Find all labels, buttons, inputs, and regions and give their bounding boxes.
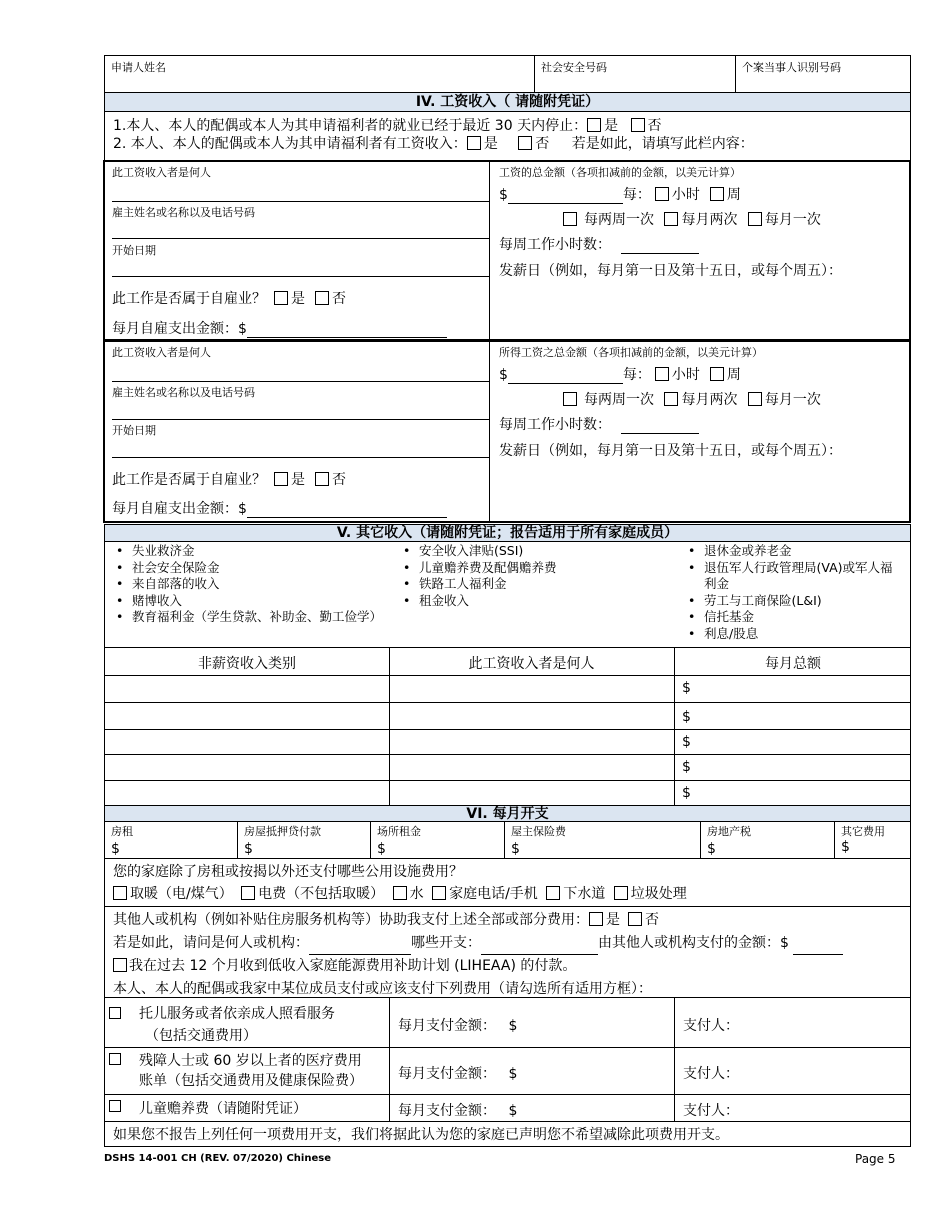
self-expense-1: 每月自雇支出金额：$ bbox=[112, 318, 447, 338]
childcare-amount[interactable]: 每月支付金额： $ bbox=[398, 1018, 518, 1034]
start-date-line-2[interactable] bbox=[112, 457, 489, 458]
pay-following-label: 本人、本人的配偶或我家中某位成员支付或应该支付下列费用（请勾选所有适用方框）： bbox=[113, 981, 652, 997]
income-col-2 bbox=[395, 543, 665, 609]
table-row[interactable]: $ bbox=[105, 702, 910, 729]
gross-label-2: 所得工资之总金额（各项扣减前的金额，以美元计算） bbox=[499, 346, 763, 359]
section-4-questions bbox=[104, 112, 911, 160]
notice-text: 如果您不报告上列任何一项费用开支，我们将据此认为您的家庭已声明您不希望减除此项费用开支。 bbox=[113, 1127, 729, 1143]
block-1-left bbox=[105, 162, 490, 339]
start-date-line-1[interactable] bbox=[112, 276, 489, 277]
liheaa-row: 我在过去 12 个月收到低收入家庭能源费用补助计划 (LIHEAA) 的付款。 bbox=[113, 955, 902, 978]
self-employed-yes-2[interactable] bbox=[274, 472, 288, 486]
page-number: Page 5 bbox=[855, 1152, 896, 1166]
sewer-checkbox[interactable] bbox=[546, 886, 560, 900]
income-col-3 bbox=[680, 543, 900, 642]
list-item: • 安全收入津贴(SSI) bbox=[395, 543, 665, 560]
list-item: • 劳工与工商保险(L&I) bbox=[680, 593, 900, 610]
liheaa-checkbox[interactable] bbox=[113, 958, 127, 972]
payday-label-2: 发薪日（例如，每月第一日及第十五日，或每个周五）： bbox=[499, 443, 842, 459]
childcare-checkbox[interactable] bbox=[109, 1007, 121, 1019]
earner-line-2[interactable] bbox=[112, 381, 489, 382]
list-item: • 铁路工人福利金 bbox=[395, 576, 665, 593]
frequency-row-2: 每两周一次 每月两次 每月一次 bbox=[559, 389, 821, 409]
twice-month-checkbox-1[interactable] bbox=[664, 212, 678, 226]
employer-line-1[interactable] bbox=[112, 238, 489, 239]
self-expense-input-2[interactable] bbox=[247, 503, 447, 518]
gross-row-2: $ 每： 小时 周 bbox=[499, 367, 741, 383]
garbage-checkbox[interactable] bbox=[614, 886, 628, 900]
list-item: • 失业救济金 bbox=[108, 543, 388, 560]
space-rent-field[interactable]: 场所租金 $ bbox=[370, 822, 504, 858]
phone-checkbox[interactable] bbox=[432, 886, 446, 900]
employment-block-1 bbox=[103, 160, 911, 341]
gross-amount-input-2[interactable] bbox=[508, 369, 623, 384]
medical-row: 残障人士或 60 岁以上者的医疗费用 账单（包括交通费用及健康保险费） 每月支付金额： $ 支付人： bbox=[105, 1047, 910, 1094]
assistance-details: 若是如此，请问是何人或机构： 哪些开支： 由其他人或机构支付的金额：$ bbox=[113, 932, 902, 955]
medical-amount[interactable]: 每月支付金额： $ bbox=[398, 1066, 518, 1082]
self-employed-no-1[interactable] bbox=[315, 291, 329, 305]
per-week-checkbox-1[interactable] bbox=[710, 187, 724, 201]
gross-amount-input-1[interactable] bbox=[508, 189, 623, 204]
question-2: 2. 本人、本人的配偶或本人为其申请福利者有工资收入： 是 否 若是如此，请填写此栏内容： bbox=[113, 136, 754, 152]
hours-week-input-1[interactable] bbox=[621, 239, 699, 254]
monthly-checkbox-2[interactable] bbox=[748, 392, 762, 406]
list-item: • 社会安全保险金 bbox=[108, 560, 388, 577]
case-id-label: 个案当事人识别号码 bbox=[742, 61, 841, 74]
hours-week-row-1: 每周工作小时数： bbox=[499, 234, 699, 254]
utilities-question: 您的家庭除了房租或按揭以外还支付哪些公用设施费用？ bbox=[113, 864, 463, 880]
list-item: • 利息/股息 bbox=[680, 626, 900, 643]
water-checkbox[interactable] bbox=[393, 886, 407, 900]
childcare-payer[interactable]: 支付人： bbox=[683, 1018, 739, 1034]
col-header-earner: 此工资收入者是何人 bbox=[468, 656, 595, 672]
medical-payer[interactable]: 支付人： bbox=[683, 1066, 739, 1082]
hours-week-row-2: 每周工作小时数： bbox=[499, 414, 699, 434]
list-item: • 租金收入 bbox=[395, 593, 665, 610]
other-expense-field[interactable]: 其它费用 $ bbox=[834, 822, 912, 858]
homeowner-insurance-field[interactable]: 屋主保险费 $ bbox=[504, 822, 700, 858]
case-id-field[interactable] bbox=[735, 56, 912, 92]
child-support-checkbox[interactable] bbox=[109, 1100, 121, 1112]
section-4-header bbox=[104, 92, 911, 112]
assistance-yes-checkbox[interactable] bbox=[589, 912, 603, 926]
employer-line-2[interactable] bbox=[112, 419, 489, 420]
list-item: • 儿童赡养费及配偶赡养费 bbox=[395, 560, 665, 577]
block-2-right bbox=[491, 342, 909, 521]
earner-label-1: 此工资收入者是何人 bbox=[112, 166, 211, 179]
section-5-header bbox=[104, 524, 911, 542]
earner-label-2: 此工资收入者是何人 bbox=[112, 346, 211, 359]
child-support-payer[interactable]: 支付人： bbox=[683, 1103, 739, 1119]
id-row bbox=[104, 55, 911, 92]
table-row[interactable]: $ bbox=[105, 780, 910, 805]
rent-field[interactable]: 房租 $ bbox=[111, 825, 133, 857]
amount-other-input[interactable] bbox=[793, 940, 843, 955]
block-1-right bbox=[491, 162, 909, 339]
biweekly-checkbox-1[interactable] bbox=[563, 212, 577, 226]
q1-yes-checkbox[interactable] bbox=[587, 118, 601, 132]
medical-checkbox[interactable] bbox=[109, 1053, 121, 1065]
question-1: 1.本人、本人的配偶或本人为其申请福利者的就业已经于最近 30 天内停止： 是 否 bbox=[113, 118, 662, 134]
who-helps-input[interactable] bbox=[309, 940, 411, 955]
q2-yes-checkbox[interactable] bbox=[467, 136, 481, 150]
self-employed-no-2[interactable] bbox=[315, 472, 329, 486]
per-hour-checkbox-1[interactable] bbox=[655, 187, 669, 201]
list-item: • 退休金或养老金 bbox=[680, 543, 900, 560]
self-employed-q-2: 此工作是否属于自雇业？ 是 否 bbox=[112, 472, 346, 488]
income-col-1 bbox=[108, 543, 388, 626]
employer-label-2: 雇主姓名或名称以及电话号码 bbox=[112, 386, 255, 399]
mortgage-field[interactable]: 房屋抵押贷付款 $ bbox=[237, 822, 370, 858]
applicant-name-field[interactable] bbox=[105, 56, 534, 92]
list-item: • 来自部落的收入 bbox=[108, 576, 388, 593]
utilities-block bbox=[104, 859, 911, 907]
ssn-field[interactable] bbox=[534, 56, 735, 92]
ssn-label: 社会安全号码 bbox=[541, 61, 607, 74]
applicant-name-label: 申请人姓名 bbox=[111, 61, 166, 74]
hours-week-input-2[interactable] bbox=[621, 419, 699, 434]
self-employed-q-1: 此工作是否属于自雇业？ 是 否 bbox=[112, 291, 346, 307]
section-5-title: V. 其它收入（请随附凭证；报告适用于所有家庭成员） bbox=[336, 525, 679, 541]
per-hour-checkbox-2[interactable] bbox=[655, 367, 669, 381]
expense-items-table bbox=[104, 997, 911, 1122]
earner-line-1[interactable] bbox=[112, 201, 489, 202]
property-tax-field[interactable]: 房地产税 $ bbox=[700, 822, 834, 858]
table-row[interactable]: $ bbox=[105, 675, 910, 702]
table-row[interactable]: $ bbox=[105, 729, 910, 754]
assistance-question: 其他人或机构（例如补贴住房服务机构等）协助我支付上述全部或部分费用： 是 否 bbox=[113, 912, 659, 928]
other-income-table bbox=[104, 647, 911, 805]
payday-label-1: 发薪日（例如，每月第一日及第十五日，或每个周五）： bbox=[499, 263, 842, 279]
heat-checkbox[interactable] bbox=[113, 886, 127, 900]
list-item: • 退伍军人行政管理局(VA)或军人福利金 bbox=[680, 560, 900, 593]
gross-label-1: 工资的总金额（各项扣减前的金额，以美元计算） bbox=[499, 166, 741, 179]
section-4-title: IV. 工资收入（ 请随附凭证） bbox=[415, 94, 600, 110]
self-expense-2: 每月自雇支出金额：$ bbox=[112, 498, 447, 518]
utilities-options: 取暖（电/煤气） 电费（不包括取暖） 水 家庭电话/手机 下水道 垃圾处理 bbox=[113, 883, 902, 905]
self-employed-yes-1[interactable] bbox=[274, 291, 288, 305]
other-income-list bbox=[104, 542, 911, 647]
notice-row bbox=[104, 1122, 911, 1147]
form-id: DSHS 14-001 CH (REV. 07/2020) Chinese bbox=[104, 1153, 331, 1164]
assistance-block bbox=[104, 907, 911, 997]
list-item: • 信托基金 bbox=[680, 609, 900, 626]
start-date-label-2: 开始日期 bbox=[112, 424, 156, 437]
q1-no-checkbox[interactable] bbox=[631, 118, 645, 132]
list-item: • 赌博收入 bbox=[108, 593, 388, 610]
monthly-checkbox-1[interactable] bbox=[748, 212, 762, 226]
employment-block-2 bbox=[103, 340, 911, 523]
per-week-checkbox-2[interactable] bbox=[710, 367, 724, 381]
gross-row-1: $ 每： 小时 周 bbox=[499, 187, 741, 203]
expenses-row bbox=[104, 822, 911, 859]
twice-month-checkbox-2[interactable] bbox=[664, 392, 678, 406]
child-support-amount[interactable]: 每月支付金额： $ bbox=[398, 1103, 518, 1119]
start-date-label-1: 开始日期 bbox=[112, 244, 156, 257]
childcare-row: 托儿服务或者依亲成人照看服务 （包括交通费用） 每月支付金额： $ 支付人： bbox=[105, 998, 910, 1047]
col-header-monthly: 每月总额 bbox=[765, 656, 821, 672]
col-header-category: 非薪资收入类别 bbox=[198, 656, 296, 672]
table-row[interactable]: $ bbox=[105, 754, 910, 780]
block-2-left bbox=[105, 342, 490, 521]
q2-no-checkbox[interactable] bbox=[518, 136, 532, 150]
biweekly-checkbox-2[interactable] bbox=[563, 392, 577, 406]
self-expense-input-1[interactable] bbox=[247, 323, 447, 338]
frequency-row-1: 每两周一次 每月两次 每月一次 bbox=[559, 209, 821, 229]
section-6-title: VI. 每月开支 bbox=[466, 806, 549, 822]
assistance-no-checkbox[interactable] bbox=[628, 912, 642, 926]
list-item: • 教育福利金（学生贷款、补助金、勤工俭学） bbox=[108, 609, 388, 626]
which-expenses-input[interactable] bbox=[481, 940, 598, 955]
child-support-row: 儿童赡养费（请随附凭证） 每月支付金额： $ 支付人： bbox=[105, 1094, 910, 1121]
electric-checkbox[interactable] bbox=[241, 886, 255, 900]
section-6-header bbox=[104, 805, 911, 822]
employer-label-1: 雇主姓名或名称以及电话号码 bbox=[112, 206, 255, 219]
